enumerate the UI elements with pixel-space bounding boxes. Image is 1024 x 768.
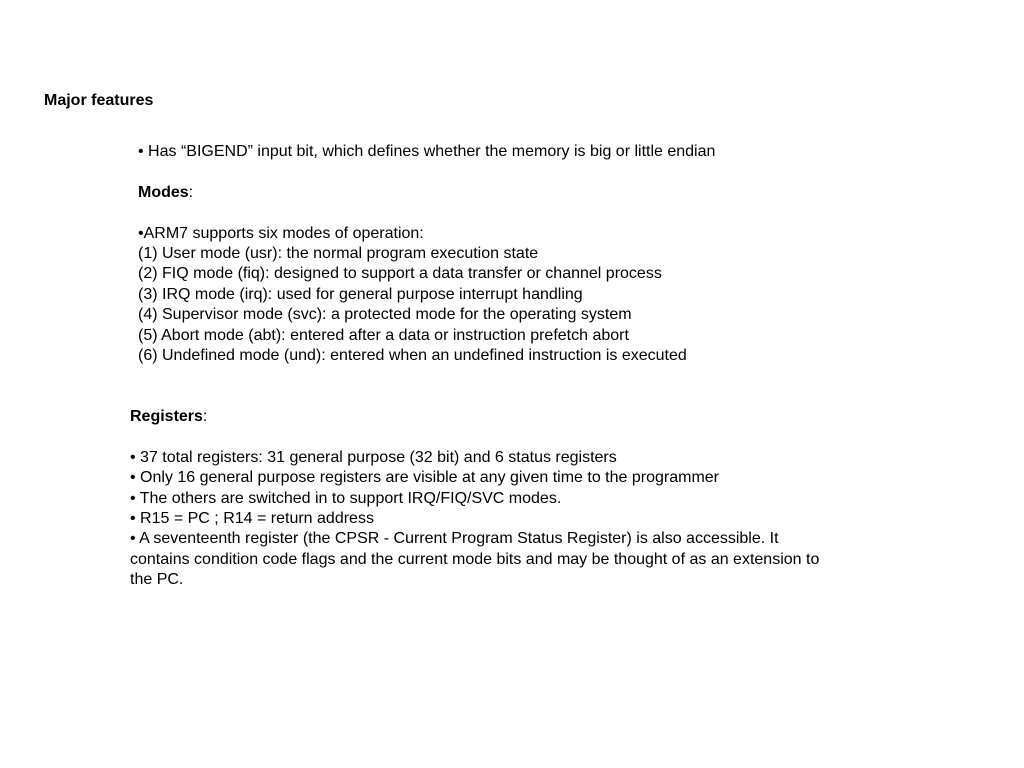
spacer: [138, 203, 938, 223]
register-item-total: • 37 total registers: 31 general purpose (32 bit) and 6 status registers: [130, 448, 617, 466]
bigend-bullet: • Has “BIGEND” input bit, which defines whether the memory is big or little endian: [138, 143, 716, 160]
register-item-others: • The others are switched in to support IRQ/FIQ/SVC modes.: [130, 489, 562, 507]
mode-item-user: (1) User mode (usr): the normal program execution state: [138, 245, 539, 262]
mode-item-undefined: (6) Undefined mode (und): entered when an undefined instruction is executed: [138, 347, 687, 365]
registers-heading: Registers: [130, 408, 203, 425]
mode-item-fiq: (2) FIQ mode (fiq): designed to support a data transfer or channel process: [138, 265, 662, 283]
spacer: [138, 162, 938, 182]
modes-heading-line: [138, 183, 938, 203]
registers-section: [130, 407, 830, 591]
modes-heading-colon: :: [188, 183, 194, 201]
register-item-cpsr: • A seventeenth register (the CPSR - Current Program Status Register) is also accessible. It contains condition code flags and the current mode bits and may be thought of as an extension to the PC.: [130, 530, 820, 589]
registers-heading-line: [130, 407, 830, 427]
mode-item-irq: (3) IRQ mode (irq): used for general purpose interrupt handling: [138, 285, 583, 303]
modes-heading: Modes: [138, 183, 189, 201]
features-section: [138, 142, 938, 366]
register-item-r15: • R15 = PC ; R14 = return address: [130, 510, 374, 528]
mode-item-supervisor: (4) Supervisor mode (svc): a protected mode for the operating system: [138, 306, 632, 324]
modes-intro: •ARM7 supports six modes of operation:: [138, 224, 424, 242]
mode-item-abort: (5) Abort mode (abt): entered after a data or instruction prefetch abort: [138, 326, 629, 344]
registers-heading-colon: :: [202, 408, 208, 425]
register-item-visible: • Only 16 general purpose registers are visible at any given time to the programmer: [130, 469, 719, 487]
spacer: [130, 427, 830, 447]
page-title: Major features: [44, 92, 154, 109]
